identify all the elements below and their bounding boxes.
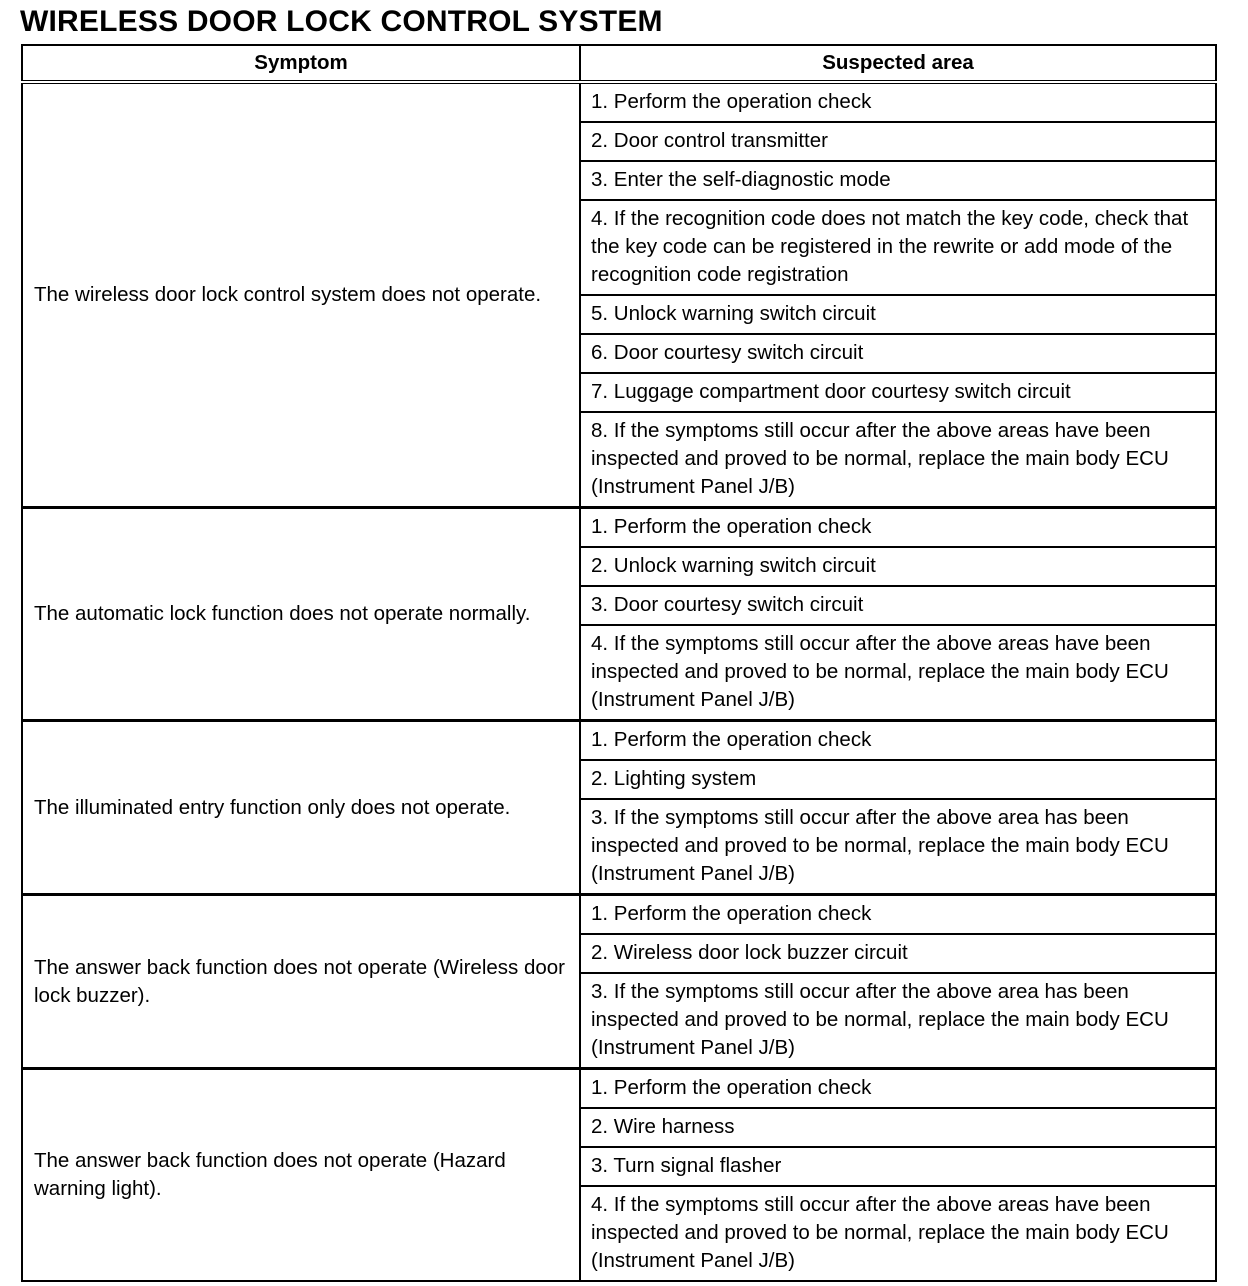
symptom-cell: The illuminated entry function only does not operate. (22, 721, 580, 895)
symptom-cell: The answer back function does not operate (Hazard warning light). (22, 1069, 580, 1282)
header-symptom: Symptom (22, 45, 580, 82)
symptom-group (22, 82, 1216, 508)
table-row (22, 508, 1216, 548)
suspected-area-cell: 4. If the symptoms still occur after the above areas have been inspected and proved to be normal, replace the main body ECU (Instrument Panel J/B) (580, 625, 1216, 721)
symptom-cell: The automatic lock function does not operate normally. (22, 508, 580, 721)
suspected-area-cell: 4. If the symptoms still occur after the above areas have been inspected and proved to be normal, replace the main body ECU (Instrument Panel J/B) (580, 1186, 1216, 1281)
suspected-area-cell: 1. Perform the operation check (580, 895, 1216, 935)
table-row (22, 1069, 1216, 1109)
suspected-area-cell: 8. If the symptoms still occur after the above areas have been inspected and proved to be normal, replace the main body ECU (Instrument Panel J/B) (580, 412, 1216, 508)
symptom-group (22, 895, 1216, 1069)
troubleshooting-table (21, 44, 1217, 1282)
suspected-area-cell: 1. Perform the operation check (580, 82, 1216, 122)
suspected-area-cell: 1. Perform the operation check (580, 721, 1216, 761)
suspected-area-cell: 7. Luggage compartment door courtesy switch circuit (580, 373, 1216, 412)
symptom-cell: The answer back function does not operate (Wireless door lock buzzer). (22, 895, 580, 1069)
suspected-area-cell: 2. Lighting system (580, 760, 1216, 799)
table-row (22, 895, 1216, 935)
suspected-area-cell: 2. Wireless door lock buzzer circuit (580, 934, 1216, 973)
suspected-area-cell: 4. If the recognition code does not match the key code, check that the key code can be registered in the rewrite or add mode of the recognition code registration (580, 200, 1216, 295)
suspected-area-cell: 2. Door control transmitter (580, 122, 1216, 161)
suspected-area-cell: 5. Unlock warning switch circuit (580, 295, 1216, 334)
table-row (22, 721, 1216, 761)
suspected-area-cell: 3. Enter the self-diagnostic mode (580, 161, 1216, 200)
symptom-cell: The wireless door lock control system does not operate. (22, 82, 580, 508)
table-row (22, 82, 1216, 122)
page-title: WIRELESS DOOR LOCK CONTROL SYSTEM (20, 5, 663, 38)
suspected-area-cell: 3. If the symptoms still occur after the above area has been inspected and proved to be normal, replace the main body ECU (Instrument Panel J/B) (580, 973, 1216, 1069)
header-suspected-area: Suspected area (580, 45, 1216, 82)
suspected-area-cell: 2. Wire harness (580, 1108, 1216, 1147)
suspected-area-cell: 2. Unlock warning switch circuit (580, 547, 1216, 586)
suspected-area-cell: 3. Turn signal flasher (580, 1147, 1216, 1186)
symptom-group (22, 508, 1216, 721)
suspected-area-cell: 1. Perform the operation check (580, 1069, 1216, 1109)
suspected-area-cell: 3. Door courtesy switch circuit (580, 586, 1216, 625)
table-header-row (22, 45, 1216, 82)
suspected-area-cell: 3. If the symptoms still occur after the above area has been inspected and proved to be normal, replace the main body ECU (Instrument Panel J/B) (580, 799, 1216, 895)
symptom-group (22, 1069, 1216, 1282)
symptom-group (22, 721, 1216, 895)
suspected-area-cell: 6. Door courtesy switch circuit (580, 334, 1216, 373)
suspected-area-cell: 1. Perform the operation check (580, 508, 1216, 548)
